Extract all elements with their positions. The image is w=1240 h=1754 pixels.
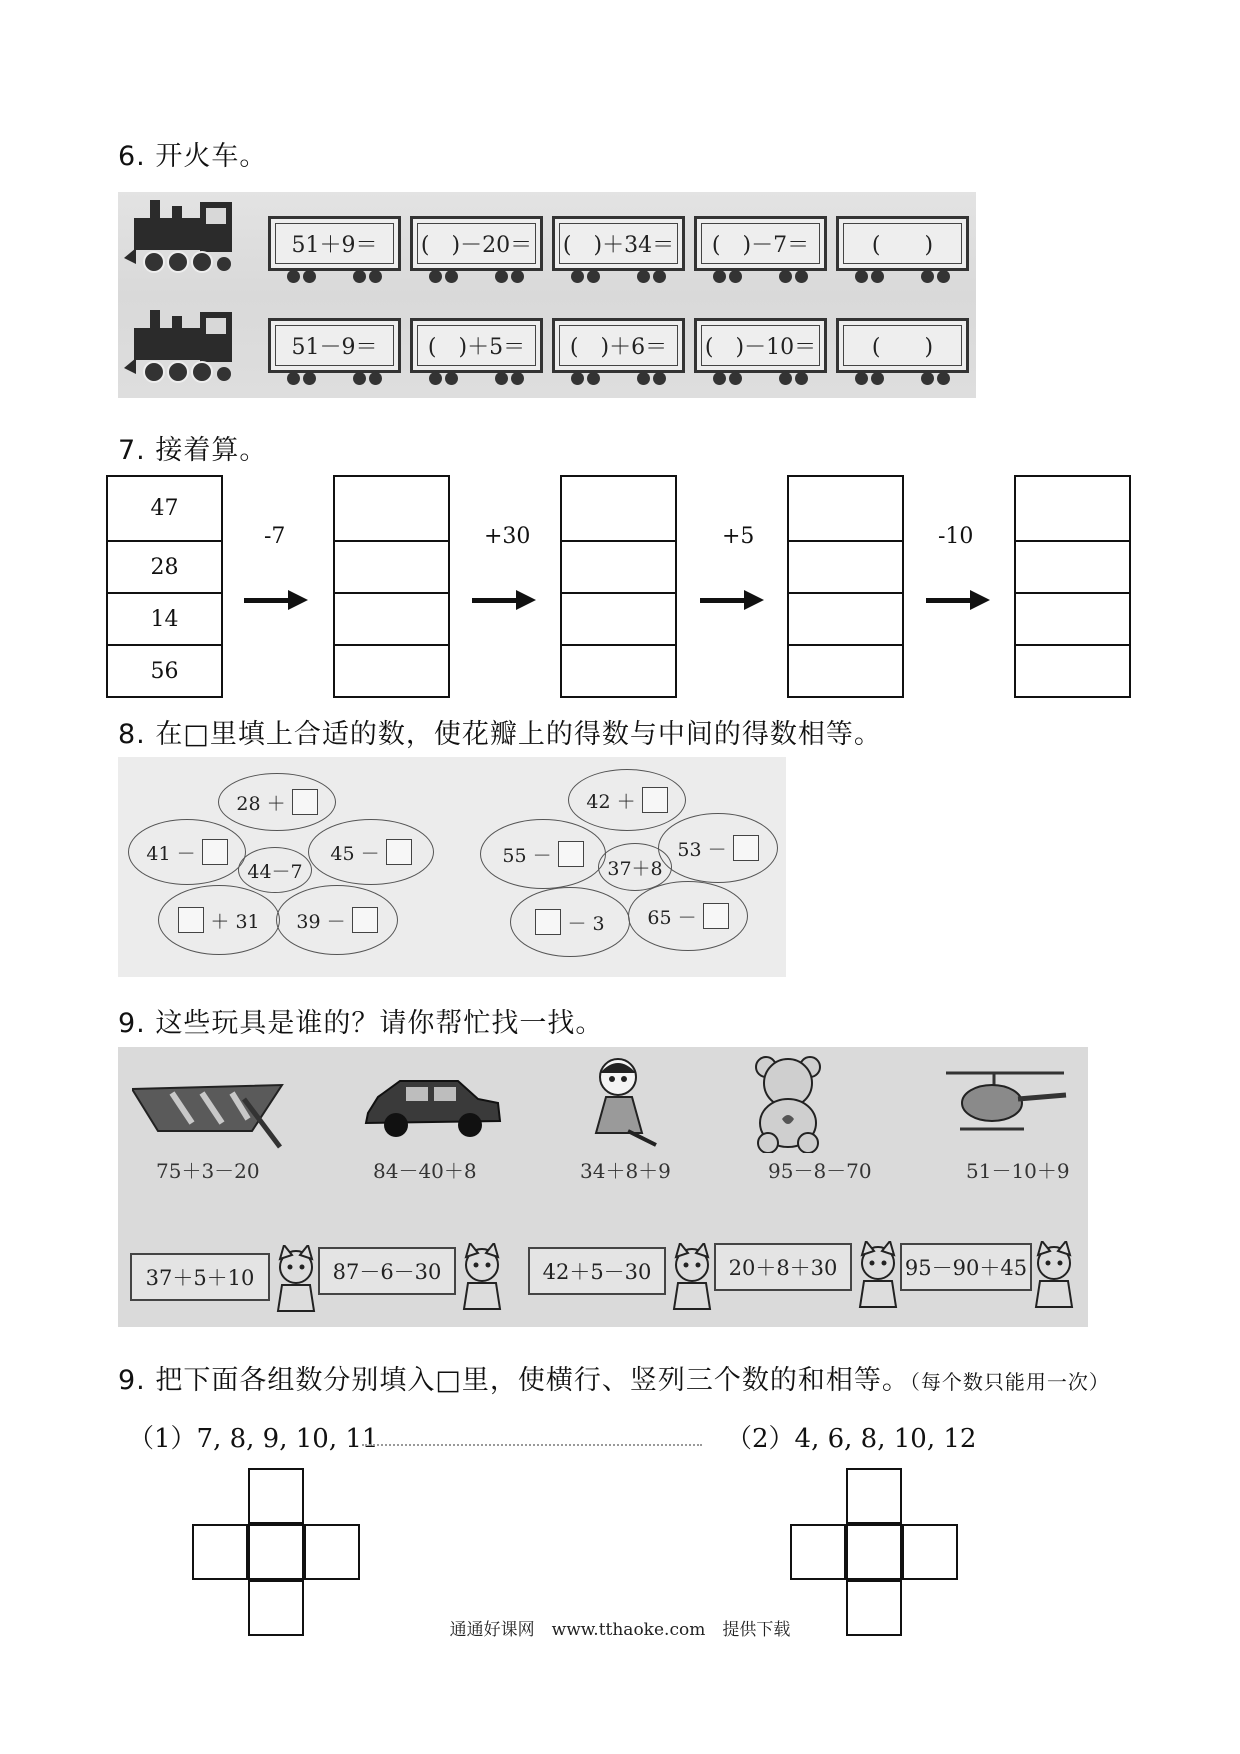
operation-label: -7 — [264, 524, 286, 549]
right-arrow-icon — [700, 590, 764, 610]
answer-cell[interactable] — [335, 646, 448, 696]
q6-title: 6. 开火车。 — [118, 141, 268, 172]
car-expression: ( ) — [843, 223, 962, 264]
grid-cell-top[interactable] — [248, 1468, 304, 1524]
petal-bottom-right: 65 － — [628, 881, 748, 951]
answer-column-2 — [560, 475, 677, 698]
train-car — [268, 216, 401, 271]
answer-cell[interactable] — [789, 594, 902, 646]
blank-box[interactable] — [292, 789, 318, 815]
toy-expression: 51－10＋9 — [966, 1159, 1070, 1183]
animal-icon — [850, 1241, 906, 1311]
answer-cell[interactable] — [562, 646, 675, 696]
toy-expression: 75＋3－20 — [156, 1159, 260, 1183]
q7-title: 7. 接着算。 — [118, 435, 268, 466]
blank-box[interactable] — [352, 907, 378, 933]
petal-top: 28 ＋ — [218, 773, 336, 831]
grid-cell-left[interactable] — [192, 1524, 248, 1580]
train-car — [694, 318, 827, 373]
toy-expression: 95－8－70 — [768, 1159, 872, 1183]
train-car — [694, 216, 827, 271]
animal-sign: 20＋8＋30 — [714, 1243, 852, 1291]
car-expression: ( )＋34＝ — [559, 223, 678, 264]
petal-bottom-left: － 3 — [510, 887, 630, 957]
train-car — [836, 318, 969, 373]
train-car — [836, 216, 969, 271]
blank-box[interactable] — [703, 903, 729, 929]
answer-cell[interactable] — [562, 477, 675, 542]
car-expression: ( )－20＝ — [417, 223, 536, 264]
animal-sign: 87－6－30 — [318, 1247, 456, 1295]
start-value: 14 — [108, 594, 221, 646]
car-expression: ( )＋6＝ — [559, 325, 678, 366]
grid-cell-center[interactable] — [846, 1524, 902, 1580]
petal-right: 53 － — [658, 813, 778, 883]
start-value: 47 — [108, 477, 221, 542]
answer-cell[interactable] — [335, 477, 448, 542]
answer-cell[interactable] — [1016, 542, 1129, 594]
operation-label: -10 — [938, 524, 974, 549]
boat-icon — [132, 1069, 292, 1149]
blank-box[interactable] — [642, 787, 668, 813]
answer-cell[interactable] — [562, 542, 675, 594]
blank-box[interactable] — [202, 839, 228, 865]
blank-box[interactable] — [535, 909, 561, 935]
car-expression: 51－9＝ — [275, 325, 394, 366]
car-expression: ( )－10＝ — [701, 325, 820, 366]
answer-cell[interactable] — [1016, 646, 1129, 696]
answer-column-3 — [787, 475, 904, 698]
blank-box[interactable] — [733, 835, 759, 861]
blank-box[interactable] — [558, 841, 584, 867]
train-photo — [118, 192, 976, 398]
grid-cell-right[interactable] — [304, 1524, 360, 1580]
answer-cell[interactable] — [1016, 477, 1129, 542]
animal-icon — [664, 1243, 720, 1313]
q9b-title — [118, 1358, 1110, 1397]
operation-label: +30 — [484, 524, 531, 549]
answer-cell[interactable] — [789, 646, 902, 696]
doll-icon — [576, 1053, 666, 1153]
answer-cell[interactable] — [789, 477, 902, 542]
start-column — [106, 475, 223, 698]
q9b-note: （每个数只能用一次） — [909, 1370, 1110, 1394]
train-car — [552, 216, 685, 271]
flower-center: 37＋8 — [598, 843, 672, 891]
car-expression: 51＋9＝ — [275, 223, 394, 264]
toy-expression: 34＋8＋9 — [580, 1159, 671, 1183]
animal-sign: 37＋5＋10 — [130, 1253, 270, 1301]
grid-cell-top[interactable] — [846, 1468, 902, 1524]
petal-bottom-right: 39 － — [276, 885, 398, 955]
helicopter-icon — [938, 1067, 1078, 1147]
toys-photo — [118, 1047, 1088, 1327]
grid-cell-center[interactable] — [248, 1524, 304, 1580]
flower-center: 44－7 — [238, 847, 312, 893]
train-car — [410, 216, 543, 271]
animal-icon — [454, 1243, 510, 1313]
train-car — [410, 318, 543, 373]
train-car — [552, 318, 685, 373]
q9b-title-text: 9. 把下面各组数分别填入□里，使横行、竖列三个数的和相等。 — [118, 1365, 910, 1396]
car-icon — [358, 1071, 508, 1141]
answer-column-4 — [1014, 475, 1131, 698]
blank-box[interactable] — [178, 907, 204, 933]
start-value: 28 — [108, 542, 221, 594]
car-expression: ( )－7＝ — [701, 223, 820, 264]
petal-top: 42 ＋ — [568, 769, 686, 831]
group-1-label: （1）7, 8, 9, 10, 11 — [128, 1424, 379, 1454]
petal-right: 45 － — [308, 819, 434, 885]
answer-cell[interactable] — [789, 542, 902, 594]
operation-label: +5 — [722, 524, 755, 549]
car-expression: ( ) — [843, 325, 962, 366]
right-arrow-icon — [244, 590, 308, 610]
animal-icon — [268, 1245, 324, 1315]
car-expression: ( )＋5＝ — [417, 325, 536, 366]
start-value: 56 — [150, 658, 179, 684]
petal-left: 55 － — [480, 819, 606, 889]
train-car — [268, 318, 401, 373]
teddy-bear-icon — [738, 1053, 838, 1153]
toy-expression: 84－40＋8 — [373, 1159, 477, 1183]
animal-icon — [1026, 1241, 1082, 1311]
answer-cell[interactable] — [562, 594, 675, 646]
locomotive-icon — [124, 308, 242, 388]
grid-cell-left[interactable] — [790, 1524, 846, 1580]
answer-cell[interactable] — [1016, 594, 1129, 646]
dotted-leader — [362, 1444, 702, 1446]
right-arrow-icon — [472, 590, 536, 610]
grid-cell-right[interactable] — [902, 1524, 958, 1580]
animal-sign: 95－90＋45 — [900, 1243, 1032, 1291]
q8-title: 8. 在□里填上合适的数，使花瓣上的得数与中间的得数相等。 — [118, 719, 882, 750]
petal-left: 41 － — [128, 819, 246, 885]
footer-text: 通通好课网 www.tthaoke.com 提供下载 — [449, 1620, 791, 1640]
answer-column-1 — [333, 475, 450, 698]
locomotive-icon — [124, 198, 242, 278]
answer-cell[interactable] — [335, 542, 448, 594]
animal-sign: 42＋5－30 — [528, 1247, 666, 1295]
answer-cell[interactable] — [335, 594, 448, 646]
blank-box[interactable] — [386, 839, 412, 865]
q9a-title: 9. 这些玩具是谁的？请你帮忙找一找。 — [118, 1008, 604, 1039]
group-2-label: （2）4, 6, 8, 10, 12 — [726, 1424, 977, 1454]
flower-photo — [118, 757, 786, 977]
right-arrow-icon — [926, 590, 990, 610]
petal-bottom-left: ＋ 31 — [158, 885, 280, 955]
